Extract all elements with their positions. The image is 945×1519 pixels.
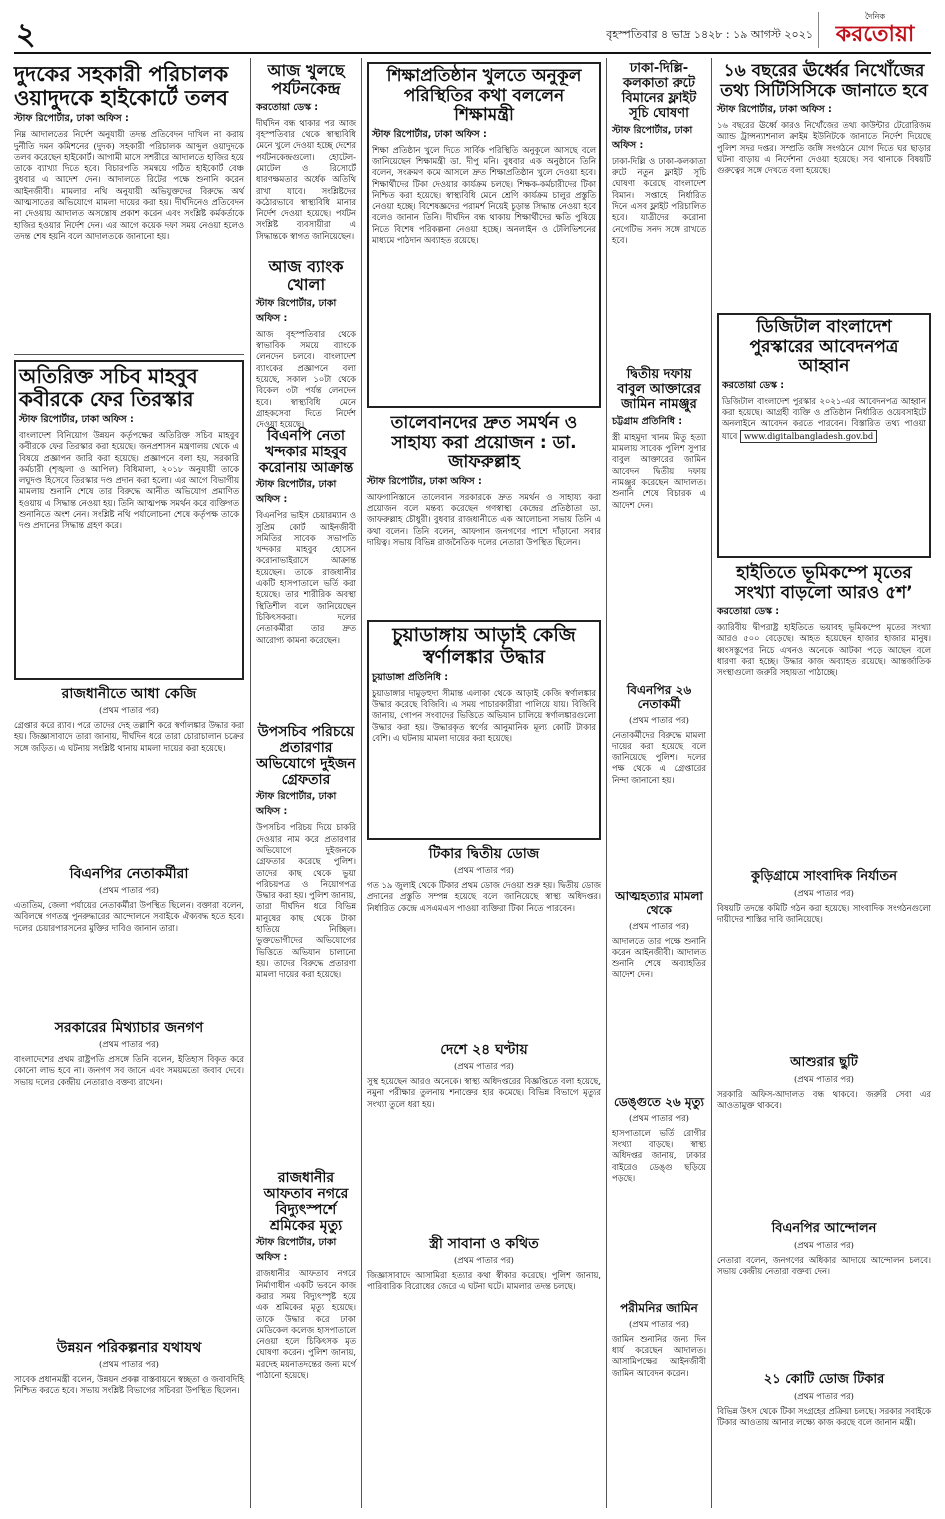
article-babul-akter	[612, 368, 706, 678]
article-body: সাবেক প্রধানমন্ত্রী বলেন, উন্নয়ন প্রকল্প বাস্তবায়নে স্বচ্ছতা ও জবাবদিহি নিশ্চিত করতে হবে। সভায় সংশ্লিষ্ট বিভাগের সচিবরা উপস্থিত ছিলেন।	[14, 1374, 244, 1396]
article-govt-lies	[14, 1020, 244, 1335]
byline: স্টাফ রিপোর্টার, ঢাকা অফিস :	[372, 128, 487, 140]
headline: ডেঙ্গুতে ২৬ মৃত্যু	[613, 1095, 705, 1109]
byline: স্টাফ রিপোর্টার, ঢাকা অফিস :	[256, 791, 337, 818]
continued-note: (প্রথম পাতার পর)	[99, 705, 159, 716]
continued-note: (প্রথম পাতার পর)	[454, 1255, 514, 1266]
article-body: ক্যারিবীয় দ্বীপরাষ্ট্র হাইতিতে ভয়াবহ ভূমিকম্পে মৃতের সংখ্যা আরও ৫০০ বেড়েছে। আহত হয়েছেন হাজার হাজার মানুষ। ধ্বংসস্তূপের নিচে এখনও অনেকে আটকা পড়ে আছেন বলে ধারণা করা হচ্ছে। উদ্ধার কাজ অব্যাহত রয়েছে। আন্তর্জাতিক সংস্থাগুলো জরুরি সহায়তা পাঠাচ্ছে।	[717, 622, 931, 678]
headline: রাজধানীর আফতাব নগরে বিদ্যুৎস্পর্শে শ্রমিকের মৃত্যু	[263, 1170, 349, 1235]
article-body-text: ডিজিটাল বাংলাদেশ পুরস্কার ২০২১-এর আবেদনপত্র আহ্বান করা হয়েছে। আগ্রহী ব্যক্তি ও প্রতিষ্ঠান নির্ধারিত ওয়েবসাইটে অনলাইনে আবেদন করতে পারবেন। বিস্তারিত তথ্য পাওয়া যাবে	[722, 395, 926, 441]
headline: বিএনপির নেতাকর্মীরা	[69, 866, 189, 882]
article-body: গ্রেপ্তার করে র‌্যাব। পরে তাদের দেহ তল্লাশি করে স্বর্ণালঙ্কার উদ্ধার করা হয়। জিজ্ঞাসাবাদে তারা জানায়, দীর্ঘদিন ধরে তারা চোরাচালান চক্রের সঙ্গে জড়িত। এ ঘটনায় সংশ্লিষ্ট থানায় মামলা দায়ের করা হয়েছে।	[14, 720, 244, 753]
article-gold-dhaka	[14, 686, 244, 861]
headline: আশুরার ছুটি	[790, 1055, 858, 1070]
byline: স্টাফ রিপোর্টার, ঢাকা অফিস :	[19, 414, 134, 425]
article-body: গত ১৯ জুলাই থেকে টিকার প্রথম ডোজ দেওয়া শুরু হয়। দ্বিতীয় ডোজ প্রদানের প্রস্তুতি সম্পন্ন হয়েছে বলে জানিয়েছে স্বাস্থ্য অধিদপ্তর। নির্ধারিত কেন্দ্রে এসএমএস পাওয়া ব্যক্তিরা টিকা নিতে পারবেন।	[367, 880, 601, 913]
headline: আত্মহত্যার মামলা থেকে	[615, 889, 703, 917]
article-flight-schedule	[612, 62, 706, 362]
masthead	[14, 10, 931, 54]
logo-name: করতোয়া	[835, 21, 915, 47]
byline: চট্টগ্রাম প্রতিনিধি :	[612, 415, 683, 427]
article-suicide-case	[612, 890, 706, 1090]
column-divider	[711, 58, 712, 1508]
continued-note: (প্রথম পাতার পর)	[794, 1239, 854, 1250]
article-aftabnagar	[256, 1170, 356, 1508]
headline: পরীমনির জামিন	[620, 1301, 698, 1315]
article-body: সুস্থ হয়েছেন আরও অনেকে। স্বাস্থ্য অধিদপ্তরের বিজ্ঞপ্তিতে বলা হয়েছে, নমুনা পরীক্ষার তুলনায় শনাক্তের হার কমেছে। বিভিন্ন বিভাগে মৃত্যুর সংখ্যা তুলে ধরা হয়।	[367, 1076, 601, 1109]
website-url: www.digitalbangladesh.gov.bd	[740, 430, 877, 443]
article-body: আফগানিস্তানে তালেবান সরকারকে দ্রুত সমর্থন ও সাহায্য করা প্রয়োজন বলে মন্তব্য করেছেন গণস্বাস্থ্য কেন্দ্রের প্রতিষ্ঠাতা ডা. জাফরুল্লাহ চৌধুরী। বুধবার রাজধানীতে এক আলোচনা সভায় তিনি এ কথা বলেন। তিনি বলেন, আফগান জনগণের পাশে দাঁড়ানো সবার দায়িত্ব। সভায় বিভিন্ন রাজনৈতিক দলের নেতারা উপস্থিত ছিলেন।	[367, 491, 601, 547]
continued-note: (প্রথম পাতার পর)	[454, 865, 514, 876]
article-body	[722, 396, 926, 443]
article-body: স্ত্রী মাহমুদা খানম মিতু হত্যা মামলায় সাবেক পুলিশ সুপার বাবুল আক্তারের জামিন আবেদন দ্বিতীয় দফায় নামঞ্জুর করেছেন আদালত। শুনানি শেষে বিচারক এ আদেশ দেন।	[612, 431, 706, 510]
article-body: দীর্ঘদিন বন্ধ থাকার পর আজ বৃহস্পতিবার থেকে স্বাস্থ্যবিধি মেনে খুলে দেওয়া হচ্ছে দেশের পর্যটনকেন্দ্রগুলো। হোটেল-মোটেল ও রিসোর্টে ধারণক্ষমতার অর্ধেক অতিথি রাখা যাবে। সংশ্লিষ্টদের কঠোরভাবে স্বাস্থ্যবিধি মানার নির্দেশ দেওয়া হয়েছে। পর্যটন সংশ্লিষ্ট ব্যবসায়ীরা এ সিদ্ধান্তকে স্বাগত জানিয়েছেন।	[256, 117, 356, 241]
continued-note: (প্রথম পাতার পর)	[629, 714, 689, 725]
article-body: জামিন শুনানির জন্য দিন ধার্য করেছেন আদালত। আসামিপক্ষের আইনজীবী জামিন আবেদন করেন।	[612, 1333, 706, 1378]
byline: স্টাফ রিপোর্টার, ঢাকা অফিস :	[612, 124, 693, 151]
article-bnp-26	[612, 684, 706, 884]
article-porimoni-bail	[612, 1302, 706, 1508]
article-body: হাসপাতালে ভর্তি রোগীর সংখ্যা বাড়ছে। স্বাস্থ্য অধিদপ্তর জানায়, ঢাকার বাইরেও ডেঙ্গু ছড়িয়ে পড়ছে।	[612, 1127, 706, 1183]
headline: বিএনপি নেতা খন্দকার মাহবুব করোনায় আক্রান্ত	[258, 428, 354, 477]
logo-small-text: দৈনিক	[864, 12, 886, 21]
headline: বিএনপির ২৬ নেতাকর্মী	[626, 683, 692, 711]
article-dudok	[14, 62, 244, 350]
column-divider	[606, 58, 607, 1508]
article-digital-bangladesh	[717, 313, 931, 558]
headline: দুদকের সহকারী পরিচালক ওয়াদুদকে হাইকোর্টে তলব	[14, 62, 229, 111]
article-body: নেতারা বলেন, জনগণের অধিকার আদায়ে আন্দোলন চলবে। সভায় কেন্দ্রীয় নেতারা বক্তব্য দেন।	[717, 1254, 931, 1277]
article-second-dose	[367, 846, 601, 1036]
article-bnp-workers	[14, 866, 244, 1016]
article-body: ঢাকা-দিল্লি ও ঢাকা-কলকাতা রুটে নতুন ফ্লাইট সূচি ঘোষণা করেছে বাংলাদেশ বিমান। সপ্তাহে নির্ধারিত দিনে এসব ফ্লাইট পরিচালিত হবে। যাত্রীদের করোনা নেগেটিভ সনদ সঙ্গে রাখতে হবে।	[612, 155, 706, 245]
article-body: আজ বৃহস্পতিবার থেকে স্বাভাবিক সময়ে ব্যাংকে লেনদেন চলবে। বাংলাদেশ ব্যাংকের প্রজ্ঞাপনে বলা হয়েছে, সকাল ১০টা থেকে বিকেল ৩টা পর্যন্ত লেনদেন হবে। স্বাস্থ্যবিধি মেনে গ্রাহকসেবা দিতে নির্দেশ দেওয়া হয়েছে।	[256, 328, 356, 430]
byline: করতোয়া ডেস্ক :	[717, 606, 780, 618]
headline: ১৬ বছরের ঊর্ধ্বের নিখোঁজের তথ্য সিটিসিসিকে জানাতে হবে	[720, 61, 928, 101]
article-bnp-movement	[717, 1222, 931, 1367]
article-education-minister	[367, 62, 601, 408]
article-21-crore-vaccine	[717, 1373, 931, 1508]
headline: রাজধানীতে আধা কেজি	[61, 686, 197, 702]
headline: বিএনপির আন্দোলন	[771, 1221, 877, 1236]
article-chuadanga-gold	[367, 620, 601, 840]
headline: উন্নয়ন পরিকল্পনার যথাযথ	[56, 1340, 202, 1356]
rule	[14, 354, 244, 355]
article-haiti-earthquake	[717, 564, 931, 864]
article-body: আদালতে তার পক্ষে শুনানি করেন আইনজীবী। আদালত শুনানি শেষে অব্যাহতির আদেশ দেন।	[612, 935, 706, 980]
article-body: শিক্ষা প্রতিষ্ঠান খুলে দিতে সার্বিক পরিস্থিতি অনুকূলে আসছে বলে জানিয়েছেন শিক্ষামন্ত্রী ডা. দীপু মনি। বুধবার এক অনুষ্ঠানে তিনি বলেন, সংক্রমণ কমে আসলে দ্রুত শিক্ষাপ্রতিষ্ঠান খুলে দেওয়া হবে। শিক্ষার্থীদের টিকা দেওয়ার কার্যক্রম চলছে। শিক্ষক-কর্মচারীদের টিকা নিশ্চিত করা হয়েছে। স্বাস্থ্যবিধি মেনে শ্রেণি কার্যক্রম চালুর প্রস্তুতি নেওয়া হচ্ছে। বিশেষজ্ঞদের পরামর্শ নিয়েই চূড়ান্ত সিদ্ধান্ত নেওয়া হবে বলেও জানান তিনি। দীর্ঘদিন বন্ধ থাকায় শিক্ষার্থীদের ক্ষতি পুষিয়ে নিতে বিশেষ পরিকল্পনা নেওয়া হচ্ছে। অনলাইন ও টেলিভিশনের মাধ্যমে পাঠদান অব্যাহত রয়েছে।	[372, 144, 596, 246]
byline: স্টাফ রিপোর্টার, ঢাকা অফিস :	[367, 475, 482, 487]
article-body: উপসচিব পরিচয় দিয়ে চাকরি দেওয়ার নাম করে প্রতারণার অভিযোগে দুইজনকে গ্রেফতার করেছে পুলিশ। তাদের কাছ থেকে ভুয়া পরিচয়পত্র ও নিয়োগপত্র উদ্ধার করা হয়। পুলিশ জানায়, তারা দীর্ঘদিন ধরে বিভিন্ন মানুষের কাছ থেকে টাকা হাতিয়ে নিচ্ছিল। ভুক্তভোগীদের অভিযোগের ভিত্তিতে অভিযান চালানো হয়। তাদের বিরুদ্ধে প্রতারণা মামলা দায়ের করা হয়েছে।	[256, 822, 356, 980]
article-ashura-holiday	[717, 1056, 931, 1216]
headline: শিক্ষাপ্রতিষ্ঠান খুলতে অনুকূল পরিস্থিতির কথা বললেন শিক্ষামন্ত্রী	[386, 66, 582, 126]
byline: চুয়াডাঙ্গা প্রতিনিধি :	[372, 671, 449, 683]
article-bank-open	[256, 257, 356, 430]
byline: স্টাফ রিপোর্টার, ঢাকা অফিস :	[14, 113, 129, 125]
headline: আজ খুলছে পর্যটনকেন্দ্র	[267, 61, 345, 99]
continued-note: (প্রথম পাতার পর)	[454, 1061, 514, 1072]
continued-note: (প্রথম পাতার পর)	[794, 887, 854, 898]
article-24-hours	[367, 1042, 601, 1230]
article-body: এতাতিম, জেলা পর্যায়ের নেতাকর্মীরা উপস্থিত ছিলেন। বক্তারা বলেন, অবিলম্বে গণতন্ত্র পুনরুদ্ধারের আন্দোলনে সবাইকে ঐক্যবদ্ধ হতে হবে। দলের চেয়ারপারসনের মুক্তির দাবিও জানান তারা।	[14, 900, 244, 933]
article-deputy-secretary-fraud	[256, 724, 356, 1164]
byline: স্টাফ রিপোর্টার, ঢাকা অফিস :	[256, 1237, 337, 1264]
headline: ২১ কোটি ডোজ টিকার	[763, 1372, 885, 1387]
headline: স্ত্রী সাবানা ও কথিত	[429, 1236, 539, 1252]
continued-note: (প্রথম পাতার পর)	[629, 920, 689, 931]
article-body: নিম্ন আদালতের নির্দেশ অনুযায়ী তদন্ত প্রতিবেদন দাখিল না করায় দুর্নীতি দমন কমিশনের (দুদক) সহকারী পরিচালক আব্দুল ওয়াদুদকে তলব করেছেন হাইকোর্ট। আগামী মাসে সশরীরে আদালতে হাজির হয়ে তাকে ব্যাখ্যা দিতে হবে। বিচারপতি সমন্বয়ে গঠিত হাইকোর্ট বেঞ্চ বুধবার এ আদেশ দেন। আদালতে রিটের পক্ষে শুনানি করেন আইনজীবী। মামলার নথি অনুযায়ী অভিযুক্তদের বিরুদ্ধে অর্থ আত্মসাতের অভিযোগে মামলা দায়ের করা হয়। দীর্ঘদিনেও প্রতিবেদন না দেওয়ায় আদালত অসন্তোষ প্রকাশ করেন এবং সংশ্লিষ্ট কর্মকর্তাকে হাজির হওয়ার নির্দেশ দেন। এর আগে কয়েক দফা সময় নেওয়া হলেও তদন্ত শেষ হয়নি বলে আদালতকে জানানো হয়।	[14, 129, 244, 241]
continued-note: (প্রথম পাতার পর)	[99, 1359, 159, 1370]
headline: আজ ব্যাংক খোলা	[268, 257, 344, 295]
article-sabana	[367, 1236, 601, 1508]
column-divider	[361, 58, 362, 1508]
headline: কুড়িগ্রামে সাংবাদিক নির্যাতন	[751, 869, 897, 884]
headline: চুয়াডাঙ্গায় আড়াই কেজি স্বর্ণালঙ্কার উদ্ধার	[392, 624, 576, 668]
byline: স্টাফ রিপোর্টার, ঢাকা অফিস :	[256, 297, 337, 324]
headline: সরকারের মিথ্যাচার জনগণ	[54, 1020, 204, 1036]
article-body: বাংলাদেশ বিনিয়োগ উন্নয়ন কর্তৃপক্ষের অতিরিক্ত সচিব মাহবুব কবীরকে ফের তিরস্কার করা হয়েছে। জনপ্রশাসন মন্ত্রণালয় থেকে এ বিষয়ে প্রজ্ঞাপন জারি করা হয়েছে। প্রজ্ঞাপনে বলা হয়, সরকারি কর্মচারী (শৃঙ্খলা ও আপিল) বিধিমালা, ২০১৮ অনুযায়ী তাকে লঘুদণ্ড হিসেবে তিরস্কার দণ্ড প্রদান করা হলো। এর আগে বিভাগীয় মামলায় শুনানি শেষে তার বিরুদ্ধে আনীত অভিযোগ প্রমাণিত হওয়ায় এ সিদ্ধান্ত নেওয়া হয়। তিনি আত্মপক্ষ সমর্থন করে ব্যক্তিগত শুনানিতে অংশ নেন। সংশ্লিষ্ট নথি পর্যালোচনা শেষে কর্তৃপক্ষ তাকে দণ্ড প্রদানের সিদ্ধান্ত গ্রহণ করে।	[19, 430, 239, 531]
continued-note: (প্রথম পাতার পর)	[99, 1039, 159, 1050]
continued-note: (প্রথম পাতার পর)	[629, 1318, 689, 1329]
article-body: জিজ্ঞাসাবাদে আসামিরা হত্যার কথা স্বীকার করেছে। পুলিশ জানায়, পারিবারিক বিরোধের জেরে এ ঘটনা ঘটে। মামলার তদন্ত চলছে।	[367, 1270, 601, 1292]
article-development	[14, 1340, 244, 1508]
dateline: বৃহস্পতিবার ৪ ভাদ্র ১৪২৮ : ১৯ আগস্ট ২০২১	[606, 28, 813, 41]
headline: দেশে ২৪ ঘণ্টায়	[440, 1042, 528, 1058]
page-number: ২	[16, 17, 36, 52]
continued-note: (প্রথম পাতার পর)	[99, 885, 159, 896]
article-mahbub-kabir	[14, 360, 244, 680]
byline: করতোয়া ডেস্ক :	[256, 101, 319, 113]
article-body: ১৬ বছরের ঊর্ধ্বে কারও নিখোঁজের তথ্য কাউন্টার টেরোরিজম অ্যান্ড ট্রান্সন্যাশনাল ক্রাইম ইউনিটকে জানাতে নির্দেশ দিয়েছে পুলিশ সদর দপ্তর। সম্প্রতি জঙ্গি সংগঠনে যোগ দিতে ঘর ছাড়ার ঘটনা বাড়ায় এ নির্দেশনা দেওয়া হয়েছে। সব থানাকে বিষয়টি গুরুত্বের সঙ্গে দেখতে বলা হয়েছে।	[717, 120, 931, 176]
headline: ডিজিটাল বাংলাদেশ পুরস্কারের আবেদনপত্র আহ্বান	[749, 317, 899, 377]
article-dengue	[612, 1096, 706, 1296]
article-body: বিএনপির ভাইস চেয়ারম্যান ও সুপ্রিম কোর্ট আইনজীবী সমিতির সাবেক সভাপতি খন্দকার মাহবুব হোসেন করোনাভাইরাসে আক্রান্ত হয়েছেন। তাকে রাজধানীর একটি হাসপাতালে ভর্তি করা হয়েছে। তার শারীরিক অবস্থা স্থিতিশীল বলে জানিয়েছেন চিকিৎসকরা। দলের নেতাকর্মীরা তার দ্রুত আরোগ্য কামনা করেছেন।	[256, 510, 356, 645]
continued-note: (প্রথম পাতার পর)	[794, 1390, 854, 1401]
headline: হাইতিতে ভূমিকম্পে মৃতের সংখ্যা বাড়লো আরও ৫শ’	[735, 563, 913, 603]
article-body: সরকারি অফিস-আদালত বন্ধ থাকবে। জরুরি সেবা এর আওতামুক্ত থাকবে।	[717, 1088, 931, 1111]
continued-note: (প্রথম পাতার পর)	[794, 1073, 854, 1084]
byline: স্টাফ রিপোর্টার, ঢাকা অফিস :	[256, 479, 337, 506]
byline: করতোয়া ডেস্ক :	[722, 379, 785, 391]
article-body: বিভিন্ন উৎস থেকে টিকা সংগ্রহের প্রক্রিয়া চলছে। সরকার সবাইকে টিকার আওতায় আনার লক্ষ্যে কাজ করছে বলে জানান মন্ত্রী।	[717, 1405, 931, 1428]
headline: অতিরিক্ত সচিব মাহবুব কবীরকে ফের তিরস্কার	[19, 364, 198, 411]
article-body: বিষয়টি তদন্তে কমিটি গঠন করা হয়েছে। সাংবাদিক সংগঠনগুলো দায়ীদের শাস্তির দাবি জানিয়েছে।	[717, 902, 931, 925]
article-khandakar-mahbub	[256, 428, 356, 718]
column-divider	[250, 58, 251, 1508]
newspaper-page	[14, 10, 931, 1510]
article-body: রাজধানীর আফতাব নগরে নির্মাণাধীন একটি ভবনে কাজ করার সময় বিদ্যুৎস্পৃষ্ট হয়ে এক শ্রমিকের মৃত্যু হয়েছে। তাকে উদ্ধার করে ঢাকা মেডিকেল কলেজ হাসপাতালে নেওয়া হলে চিকিৎসক মৃত ঘোষণা করেন। পুলিশ জানায়, মরদেহ ময়নাতদন্তের জন্য মর্গে পাঠানো হয়েছে।	[256, 1268, 356, 1381]
newspaper-logo	[818, 12, 931, 48]
headline: ঢাকা-দিল্লি-কলকাতা রুটে বিমানের ফ্লাইট সূচি ঘোষণা	[621, 61, 697, 121]
article-kurigram-journalist	[717, 870, 931, 1050]
headline: উপসচিব পরিচয়ে প্রতারণার অভিযোগে দুইজন গ্রেফতার	[256, 724, 356, 789]
byline: স্টাফ রিপোর্টার, ঢাকা অফিস :	[717, 104, 832, 116]
headline: টিকার দ্বিতীয় ডোজ	[428, 846, 540, 862]
article-body: চুয়াডাঙ্গার দামুড়হুদা সীমান্ত এলাকা থেকে আড়াই কেজি স্বর্ণালঙ্কার উদ্ধার করেছে বিজিবি। এ সময় পাচারকারীরা পালিয়ে যায়। বিজিবি জানায়, গোপন সংবাদের ভিত্তিতে অভিযান চালিয়ে স্বর্ণালঙ্কারগুলো উদ্ধার করা হয়। উদ্ধারকৃত স্বর্ণের আনুমানিক মূল্য কোটি টাকার বেশি। এ ঘটনায় মামলা দায়ের করা হয়েছে।	[372, 687, 596, 743]
article-zafrullah	[367, 414, 601, 614]
article-missing-16	[717, 62, 931, 307]
article-body: নেতাকর্মীদের বিরুদ্ধে মামলা দায়ের করা হয়েছে বলে জানিয়েছে পুলিশ। দলের পক্ষ থেকে এ গ্রেপ্তারের নিন্দা জানানো হয়।	[612, 729, 706, 785]
headline: তালেবানদের দ্রুত সমর্থন ও সাহায্য করা প্রয়োজন : ডা. জাফরুল্লাহ	[390, 413, 578, 473]
headline: দ্বিতীয় দফায় বাবুল আক্তারের জামিন নামঞ্জুর	[617, 367, 701, 412]
article-tourism	[256, 62, 356, 252]
article-body: বাংলাদেশের প্রথম রাষ্ট্রপতি প্রসঙ্গে তিনি বলেন, ইতিহাস বিকৃত করে কোনো লাভ হবে না। জনগণ সব জানে এবং সময়মতো জবাব দেবে। সভায় দলের কেন্দ্রীয় নেতারাও বক্তব্য রাখেন।	[14, 1054, 244, 1087]
continued-note: (প্রথম পাতার পর)	[629, 1112, 689, 1123]
